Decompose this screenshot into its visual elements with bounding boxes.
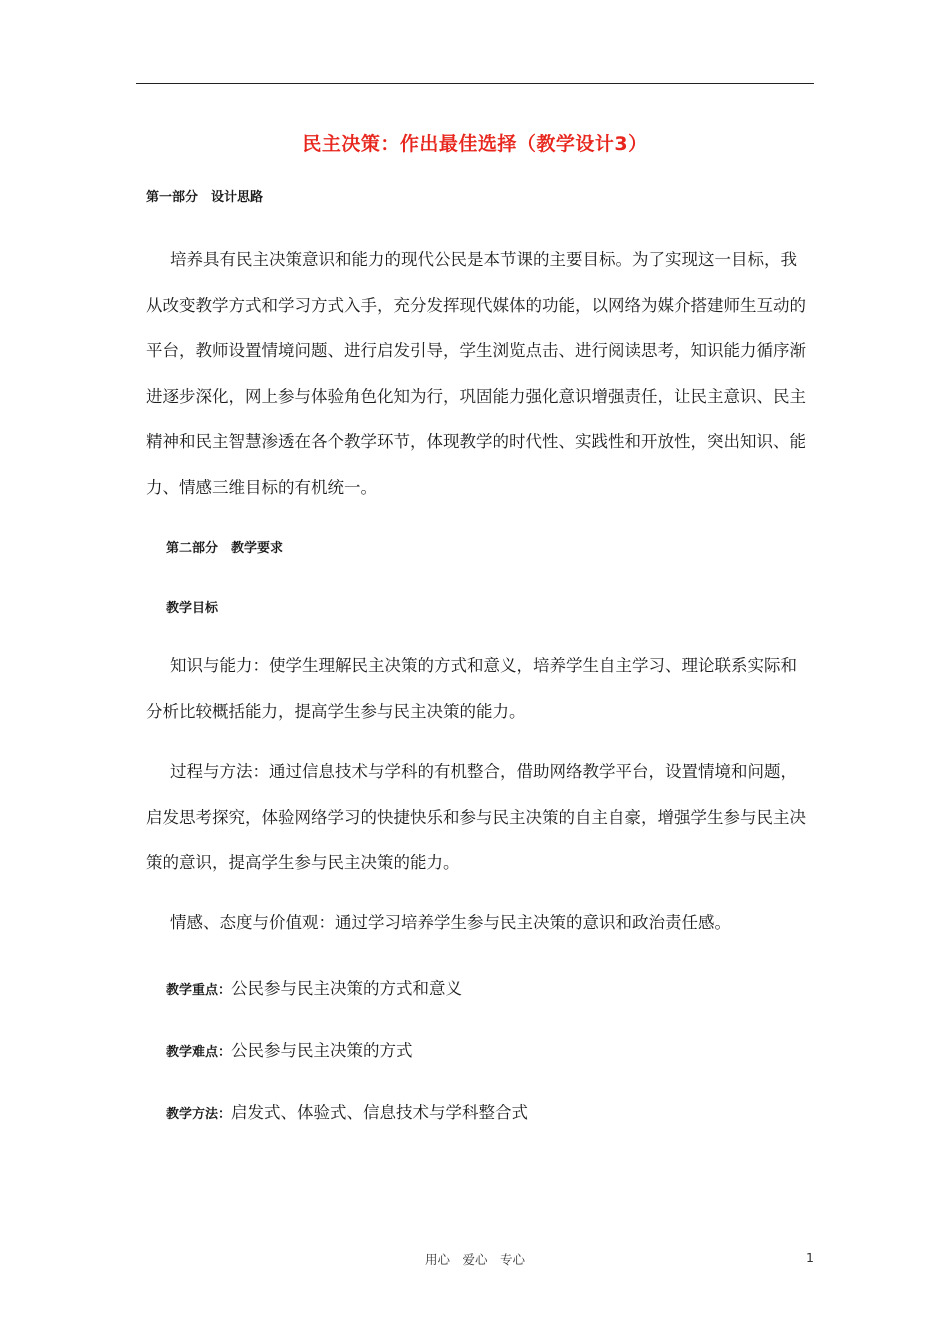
difficulty-label: 教学难点： <box>166 1045 232 1060</box>
part1-paragraph: 培养具有民主决策意识和能力的现代公民是本节课的主要目标。为了实现这一目标，我从改变教学方式和学习方式入手，充分发挥现代媒体的功能，以网络为媒介搭建师生互动的平台，教师设置情境问题、进行启发引导，学生浏览点击、进行阅读思考，知识能力循序渐进逐步深化，网上参与体验角色化知为行，巩固能力强化意识增强责任，让民主意识、民主精神和民主智慧渗透在各个教学环节，体现教学的时代性、实践性和开放性，突出知识、能力、情感三维目标的有机统一。 <box>146 250 806 497</box>
footer-motto: 用心 爱心 专心 <box>424 1252 525 1267</box>
key-point-line <box>166 975 462 999</box>
page-number: 1 <box>806 1250 814 1265</box>
key-point-text: 公民参与民主决策的方式和意义 <box>231 979 463 998</box>
difficulty-text: 公民参与民主决策的方式 <box>231 1041 413 1060</box>
part1-heading: 第一部分 设计思路 <box>146 190 264 205</box>
document-title: 民主决策：作出最佳选择（教学设计3） <box>302 133 648 155</box>
objective-process: 过程与方法：通过信息技术与学科的有机整合，借助网络教学平台，设置情境和问题，启发思考探究，体验网络学习的快捷快乐和参与民主决策的自主自豪，增强学生参与民主决策的意识，提高学生参与民主决策的能力。 <box>146 762 806 872</box>
difficulty-line <box>166 1037 413 1061</box>
part2-heading: 第二部分 教学要求 <box>166 541 284 556</box>
method-text: 启发式、体验式、信息技术与学科整合式 <box>231 1103 529 1122</box>
key-point-label: 教学重点： <box>166 983 232 998</box>
objectives-heading: 教学目标 <box>166 601 219 616</box>
objective-values: 情感、态度与价值观：通过学习培养学生参与民主决策的意识和政治责任感。 <box>170 913 731 932</box>
header-rule <box>136 83 814 84</box>
method-label: 教学方法： <box>166 1107 232 1122</box>
objective-knowledge: 知识与能力：使学生理解民主决策的方式和意义，培养学生自主学习、理论联系实际和分析比较概括能力，提高学生参与民主决策的能力。 <box>146 656 797 721</box>
method-line <box>166 1099 528 1123</box>
